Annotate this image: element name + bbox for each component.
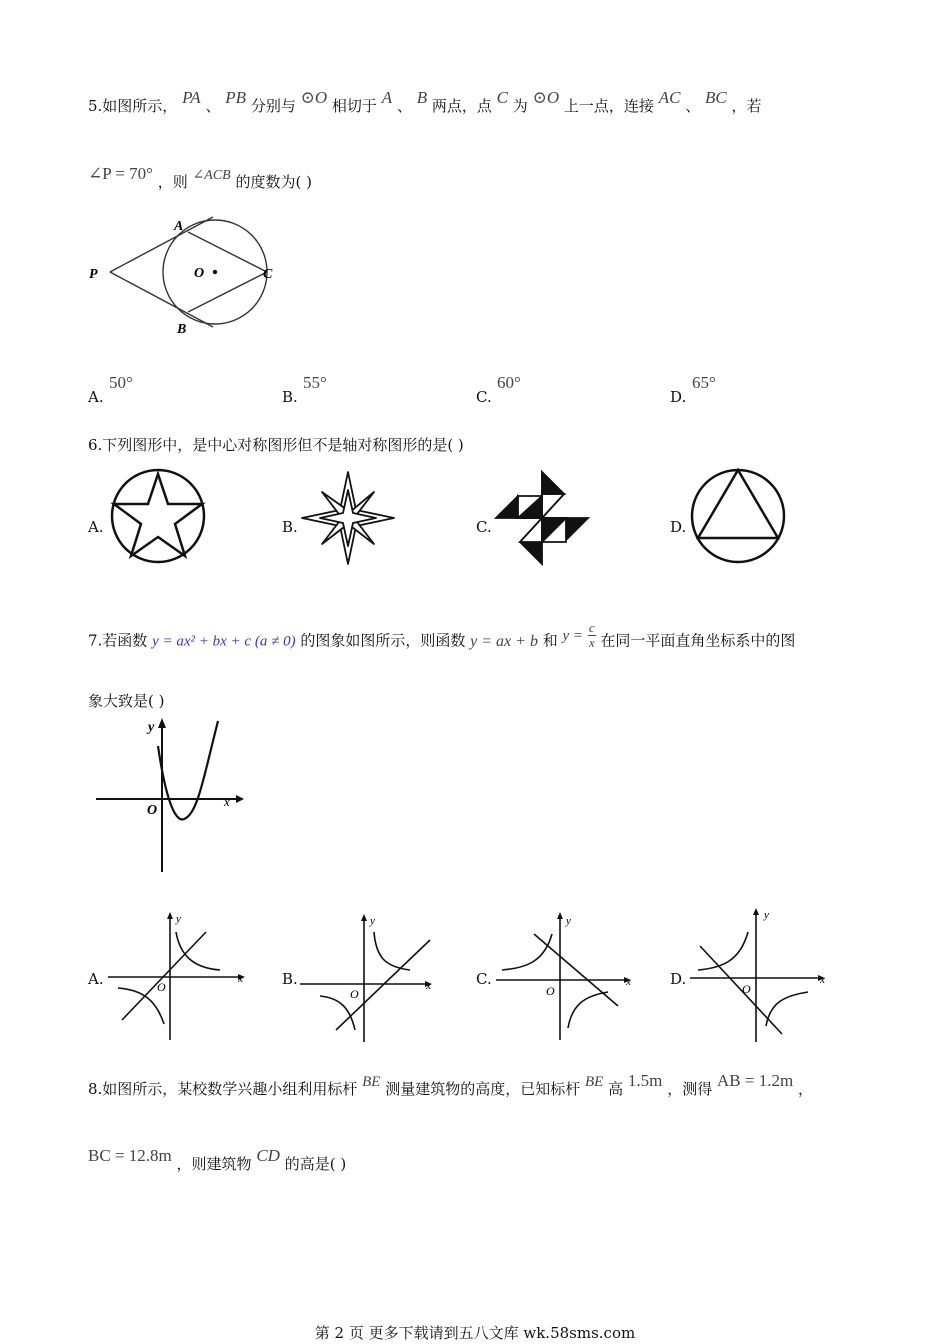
- q5-line1: [88, 88, 762, 116]
- q6-option-D-figure: [690, 468, 786, 564]
- svg-text:O: O: [157, 980, 166, 994]
- sep: 、: [685, 97, 701, 115]
- q6-option-B-label: B.: [282, 518, 298, 536]
- math-PA: PA: [182, 88, 201, 107]
- math-C: C: [496, 88, 508, 107]
- q8-text: ，测得: [667, 1080, 713, 1098]
- frac-num: c: [588, 620, 595, 635]
- q7-option-B-graph: [300, 912, 442, 1044]
- q5-text: ，若: [731, 97, 762, 115]
- math-CD: CD: [256, 1146, 280, 1165]
- svg-text:y: y: [370, 915, 375, 927]
- q5-text: 5.如图所示，: [88, 97, 178, 115]
- q7-option-A-label: A.: [88, 970, 104, 988]
- q7-parabola-figure: [96, 716, 246, 874]
- svg-text:y: y: [176, 913, 181, 925]
- svg-text:O: O: [742, 982, 751, 996]
- q5-option-A-label: A.: [88, 388, 104, 406]
- math-BC: BC: [705, 88, 727, 107]
- math-fraction: [588, 621, 596, 650]
- math-angle-ACB: ∠ACB: [192, 168, 231, 183]
- q8-line2: [88, 1146, 347, 1174]
- q5-option-D-label: D.: [670, 388, 687, 406]
- label-C: C: [263, 267, 273, 282]
- q6-option-A-label: A.: [88, 518, 104, 536]
- label-O: O: [194, 266, 205, 281]
- math-AC: AC: [658, 88, 681, 107]
- math-y-eq: y =: [562, 627, 584, 644]
- q7-option-D-label: D.: [670, 970, 687, 988]
- q5-figure: [85, 212, 285, 337]
- svg-text:O: O: [350, 987, 359, 1001]
- math-BE: BE: [362, 1074, 381, 1090]
- label-A: A: [174, 219, 184, 234]
- q8-line1: [88, 1071, 813, 1099]
- svg-text:x: x: [426, 980, 431, 992]
- math-PB: PB: [225, 88, 247, 107]
- tangent-PA: [110, 217, 213, 272]
- math-AB: AB = 1.2m: [716, 1071, 794, 1090]
- q8-text: 高: [608, 1080, 624, 1098]
- label-P: P: [89, 267, 98, 282]
- math-circle-O: ⊙O: [300, 88, 328, 107]
- q7-text: 在同一平面直角坐标系中的图: [600, 631, 796, 650]
- q5-option-A-value: 50°: [109, 373, 133, 392]
- q6-text: 6.下列图形中，是中心对称图形但不是轴对称图形的是( ): [88, 436, 464, 454]
- svg-text:y: y: [764, 909, 769, 921]
- q8-text: ，则建筑物: [176, 1155, 252, 1173]
- math-linear: y = ax + b: [470, 632, 538, 650]
- q7-text: 的图象如图所示，则函数: [300, 631, 466, 650]
- math-BC: BC = 12.8m: [88, 1146, 172, 1165]
- q6-option-A-figure: [110, 468, 206, 564]
- svg-text:y: y: [148, 720, 155, 735]
- svg-text:x: x: [820, 974, 825, 986]
- math-height: 1.5m: [627, 1071, 663, 1090]
- q6-option-B-figure: [300, 470, 396, 566]
- page-footer: 第 2 页 更多下载请到五八文库 wk.58sms.com: [314, 1324, 636, 1342]
- q8-text: 测量建筑物的高度，已知标杆: [385, 1080, 581, 1098]
- label-B: B: [177, 322, 187, 337]
- q7-line1: [88, 620, 796, 656]
- svg-text:O: O: [546, 984, 555, 998]
- q7-option-C-label: C.: [476, 970, 492, 988]
- q6-option-C-label: C.: [476, 518, 492, 536]
- q5-text: 相切于: [331, 97, 377, 115]
- q8-text: 8.如图所示，某校数学兴趣小组利用标杆: [88, 1080, 358, 1098]
- q8-text: ，: [797, 1080, 813, 1098]
- q5-text: ，则: [157, 173, 188, 191]
- svg-text:x: x: [238, 973, 243, 985]
- svg-text:x: x: [626, 976, 631, 988]
- q5-option-D-value: 65°: [692, 373, 716, 392]
- svg-text:y: y: [566, 915, 571, 927]
- math-A: A: [381, 88, 393, 107]
- q8-text: 的高是( ): [284, 1155, 347, 1173]
- q5-text: 的度数为( ): [235, 173, 312, 191]
- math-quadratic: y = ax² + bx + c (a ≠ 0): [152, 633, 296, 650]
- q5-text: 两点，点: [431, 97, 492, 115]
- svg-text:x: x: [224, 794, 230, 809]
- q7-line2: 象大致是( ): [88, 692, 165, 710]
- center-dot: [213, 270, 217, 274]
- math-BE: BE: [585, 1074, 604, 1090]
- q7-option-C-graph: [496, 910, 638, 1042]
- q5-option-C-value: 60°: [497, 373, 521, 392]
- math-circle-O: ⊙O: [532, 88, 560, 107]
- q6-option-D-label: D.: [670, 518, 687, 536]
- q7-text: 和: [542, 631, 558, 650]
- q7-text: 7.若函数: [88, 631, 148, 650]
- sep: 、: [396, 97, 412, 115]
- q5-line2: [88, 164, 312, 192]
- q5-text: 分别与: [250, 97, 296, 115]
- q6-option-C-figure: [494, 470, 590, 566]
- q5-text: 上一点，连接: [563, 97, 654, 115]
- q5-text: 为: [512, 97, 528, 115]
- q5-option-C-label: C.: [476, 388, 492, 406]
- math-B: B: [416, 88, 428, 107]
- math-angle-P: ∠P = 70°: [88, 164, 153, 183]
- q7-option-D-graph: [690, 906, 832, 1044]
- q7-option-B-label: B.: [282, 970, 298, 988]
- sep: 、: [205, 97, 221, 115]
- svg-text:O: O: [147, 803, 158, 818]
- q7-option-A-graph: [108, 910, 250, 1042]
- frac-den: x: [588, 635, 595, 650]
- q5-option-B-label: B.: [282, 388, 298, 406]
- q5-option-B-value: 55°: [303, 373, 327, 392]
